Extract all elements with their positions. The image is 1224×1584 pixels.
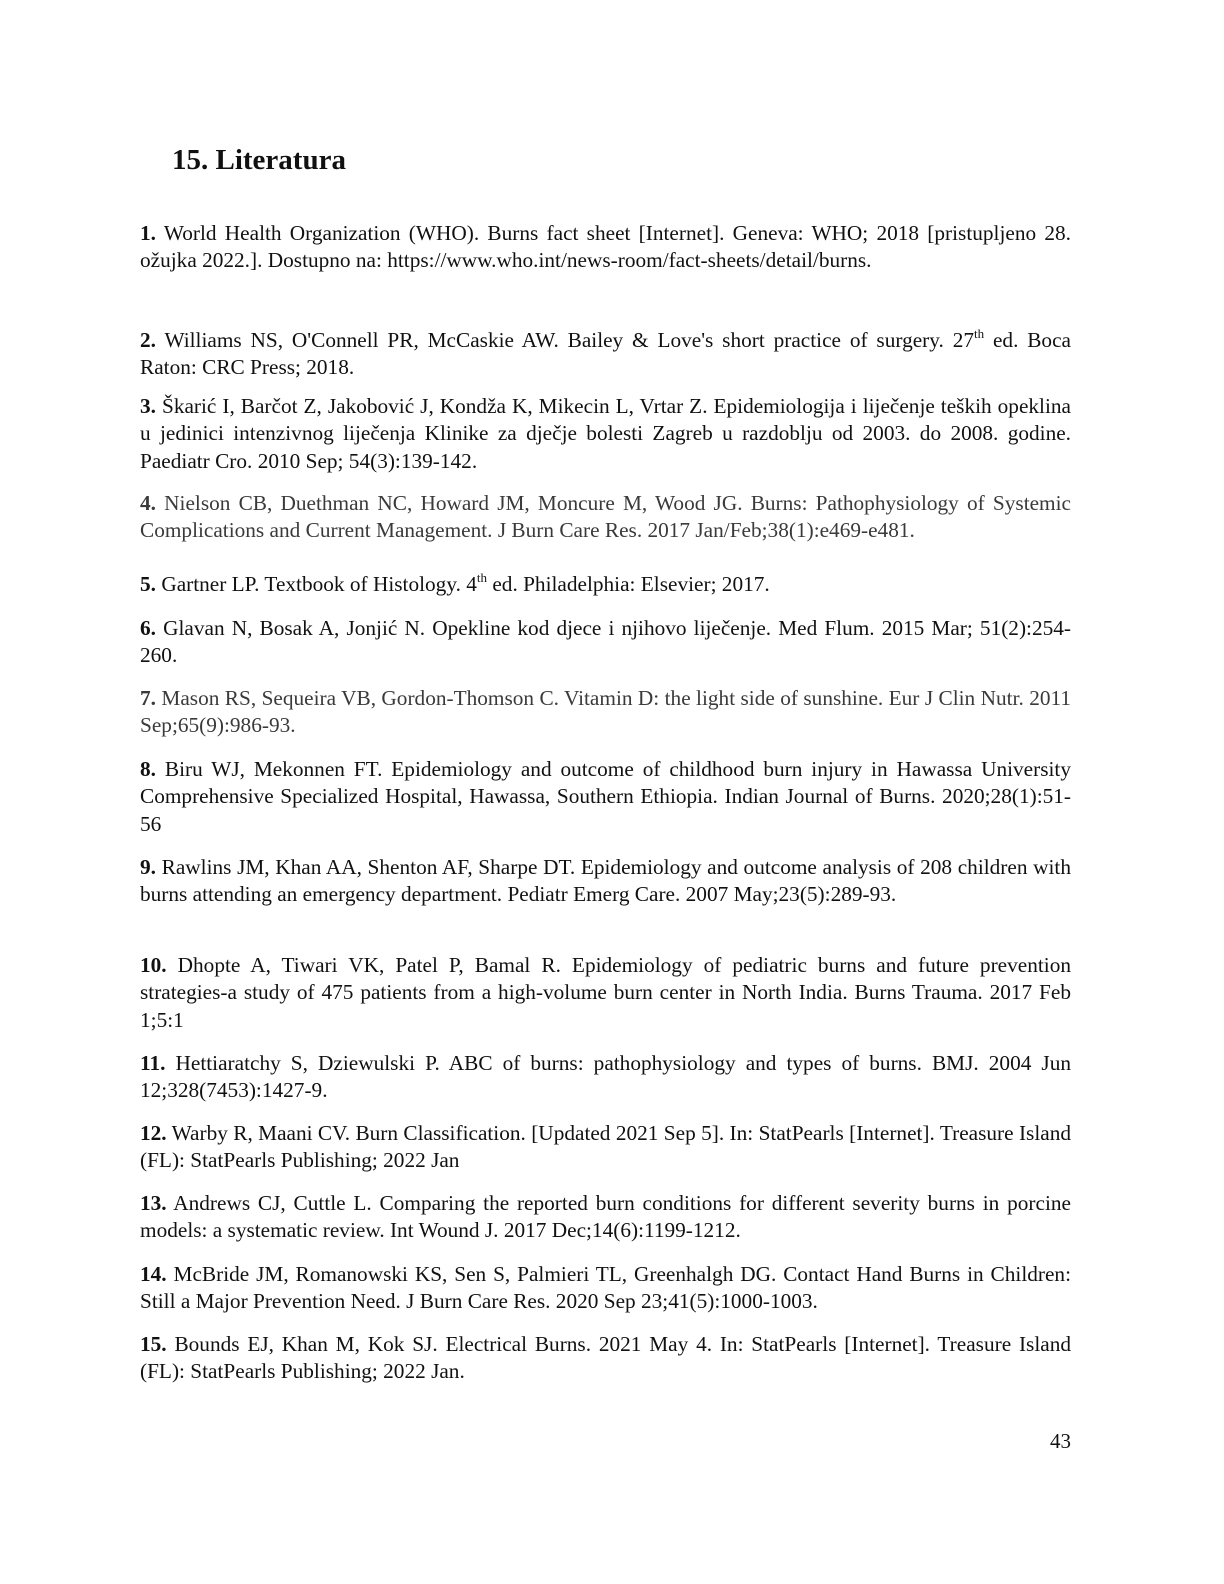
reference-item-1 bbox=[140, 220, 1071, 275]
reference-item-6 bbox=[140, 615, 1071, 670]
reference-text: Andrews CJ, Cuttle L. Comparing the reported burn conditions for different severity burns in porcine models: a systematic review. Int Wound J. 2017 Dec;14(6):1199-1212. bbox=[140, 1191, 1071, 1243]
superscript: th bbox=[974, 325, 985, 341]
reference-item-9 bbox=[140, 854, 1071, 909]
reference-text: Williams NS, O'Connell PR, McCaskie AW. Bailey & Love's short practice of surgery. 27 bbox=[164, 328, 974, 352]
reference-item-8 bbox=[140, 756, 1071, 838]
reference-number: 12. bbox=[140, 1121, 167, 1145]
page-number: 43 bbox=[1050, 1429, 1071, 1453]
reference-number: 14. bbox=[140, 1262, 167, 1286]
reference-item-10 bbox=[140, 952, 1071, 1034]
reference-item-2 bbox=[140, 327, 1071, 382]
reference-item-13 bbox=[140, 1190, 1071, 1245]
reference-item-12 bbox=[140, 1120, 1071, 1175]
reference-text: Glavan N, Bosak A, Jonjić N. Opekline kod djece i njihovo liječenje. Med Flum. 2015 Mar; 51(2):254-260. bbox=[140, 616, 1072, 668]
reference-text: McBride JM, Romanowski KS, Sen S, Palmieri TL, Greenhalgh DG. Contact Hand Burns in Children: Still a Major Prevention Need. J Burn Care Res. 2020 Sep 23;41(5):1000-1003. bbox=[140, 1262, 1071, 1314]
reference-item-11 bbox=[140, 1050, 1071, 1105]
reference-number: 11. bbox=[140, 1051, 166, 1075]
reference-text: Warby R, Maani CV. Burn Classification. [Updated 2021 Sep 5]. In: StatPearls [Internet]. Treasure Island (FL): StatPearls Publishing; 2022 Jan bbox=[140, 1121, 1071, 1173]
reference-number: 4. bbox=[140, 491, 156, 515]
reference-number: 9. bbox=[140, 855, 156, 879]
reference-number: 1. bbox=[140, 221, 156, 245]
reference-number: 3. bbox=[140, 394, 156, 418]
reference-item-3 bbox=[140, 393, 1071, 475]
reference-number: 2. bbox=[140, 328, 156, 352]
reference-text: Dhopte A, Tiwari VK, Patel P, Bamal R. Epidemiology of pediatric burns and future prevention strategies-a study of 475 patients from a high-volume burn center in North India. Burns Trauma. 2017 Feb 1;5:1 bbox=[140, 953, 1071, 1032]
page-title: 15. Literatura bbox=[172, 144, 346, 176]
reference-item-5 bbox=[140, 571, 1071, 598]
reference-number: 8. bbox=[140, 757, 156, 781]
reference-number: 10. bbox=[140, 953, 167, 977]
reference-number: 5. bbox=[140, 572, 156, 596]
reference-item-14 bbox=[140, 1261, 1071, 1316]
reference-number: 7. bbox=[140, 686, 156, 710]
reference-text-cont: ed. Boca Raton: CRC Press; 2018. bbox=[140, 328, 1071, 380]
reference-text: Nielson CB, Duethman NC, Howard JM, Moncure M, Wood JG. Burns: Pathophysiology of Systemic Complications and Current Management. J Burn Care Res. 2017 Jan/Feb;38(1):e469-e481. bbox=[140, 491, 1071, 543]
reference-item-15 bbox=[140, 1331, 1071, 1386]
reference-text: Hettiaratchy S, Dziewulski P. ABC of burns: pathophysiology and types of burns. BMJ. 2004 Jun 12;328(7453):1427-9. bbox=[140, 1051, 1071, 1103]
reference-number: 15. bbox=[140, 1332, 167, 1356]
reference-text: Bounds EJ, Khan M, Kok SJ. Electrical Burns. 2021 May 4. In: StatPearls [Internet]. Treasure Island (FL): StatPearls Publishing; 2022 Jan. bbox=[140, 1332, 1072, 1384]
reference-text: Mason RS, Sequeira VB, Gordon-Thomson C. Vitamin D: the light side of sunshine. Eur J Clin Nutr. 2011 Sep;65(9):986-93. bbox=[140, 686, 1072, 738]
reference-item-4 bbox=[140, 490, 1071, 545]
reference-text: Gartner LP. Textbook of Histology. 4 bbox=[161, 572, 477, 596]
reference-text: Biru WJ, Mekonnen FT. Epidemiology and outcome of childhood burn injury in Hawassa University Comprehensive Specialized Hospital, Hawassa, Southern Ethiopia. Indian Journal of Burns. 2020;28(1):51-56 bbox=[140, 757, 1071, 836]
reference-text: Rawlins JM, Khan AA, Shenton AF, Sharpe DT. Epidemiology and outcome analysis of 208 children with burns attending an emergency department. Pediatr Emerg Care. 2007 May;23(5):289-93. bbox=[140, 855, 1071, 907]
reference-text: World Health Organization (WHO). Burns fact sheet [Internet]. Geneva: WHO; 2018 [pristupljeno 28. ožujka 2022.]. Dostupno na: https://www.who.int/news-room/fact-sheets/detail/burns. bbox=[140, 221, 1071, 273]
reference-item-7 bbox=[140, 685, 1071, 740]
reference-text-cont: ed. Philadelphia: Elsevier; 2017. bbox=[487, 572, 770, 596]
superscript: th bbox=[476, 569, 488, 585]
reference-number: 6. bbox=[140, 616, 156, 640]
reference-number: 13. bbox=[140, 1191, 167, 1215]
reference-text: Škarić I, Barčot Z, Jakobović J, Kondža K, Mikecin L, Vrtar Z. Epidemiologija i liječenje teških opeklina u jedinici intenzivnog liječenja Klinike za dječje bolesti Zagreb u razdoblju od 2003. do 2008. godine. Paediatr Cro. 2010 Sep; 54(3):139-142. bbox=[140, 394, 1071, 473]
